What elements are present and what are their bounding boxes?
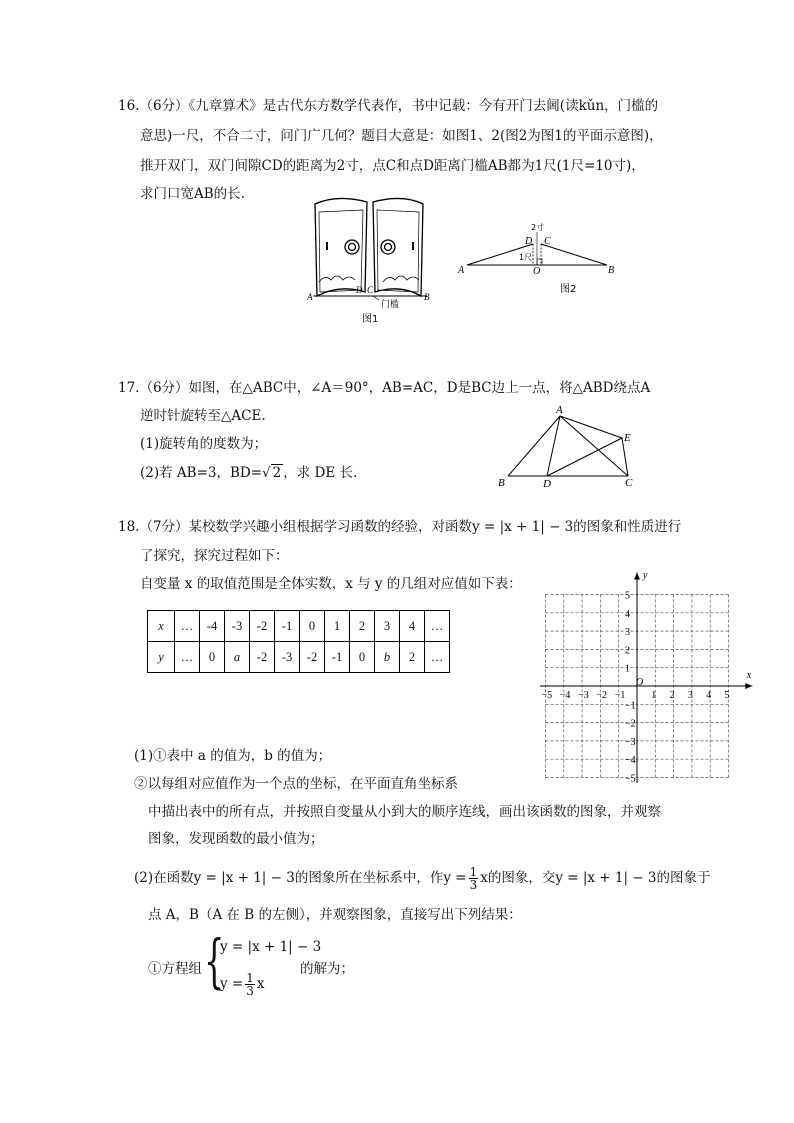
table-cell: 4 bbox=[400, 611, 425, 642]
table-cell: -3 bbox=[225, 611, 250, 642]
table-header-cell: x bbox=[148, 611, 175, 642]
q18-p1-3: 中描出表中的所有点，并按照自变量从小到大的顺序连线，画出该函数的图象，并观察 bbox=[148, 804, 661, 820]
y-axis-label: y bbox=[643, 570, 648, 582]
left-door bbox=[315, 198, 367, 296]
fig2-caption: 图2 bbox=[560, 284, 577, 295]
y-tick-label: −1 bbox=[625, 700, 636, 712]
q17-radicand: 2 bbox=[272, 465, 282, 481]
brace: { bbox=[204, 927, 225, 995]
q17-line4-post: ，求 DE 长. bbox=[283, 465, 358, 481]
q18-p2-line1 bbox=[134, 866, 711, 891]
table-cell: 0 bbox=[200, 642, 225, 673]
y-tick-label: −4 bbox=[625, 755, 636, 767]
table-row bbox=[148, 642, 450, 673]
q18-line3: 自变量 x 的取值范围是全体实数，x 与 y 的几组对应值如下表： bbox=[140, 576, 522, 592]
fraction-denominator: 3 bbox=[246, 984, 254, 998]
y-tick-label: 1 bbox=[625, 663, 630, 675]
q18-p1-2: ②以每组对应值作为一个点的坐标，在平面直角坐标系 bbox=[134, 776, 458, 792]
fig2-label-o: O bbox=[533, 266, 541, 277]
q18-value-table bbox=[147, 610, 450, 673]
q18-p2-line2: 点 A，B（A 在 B 的左侧），并观察图象，直接写出下列结果： bbox=[148, 907, 522, 923]
q16-figure1 bbox=[305, 192, 435, 324]
origin-label: O bbox=[636, 677, 644, 688]
fig1-label-c: C bbox=[367, 285, 374, 295]
q18-p2-pre: (2)在函数y = |x + 1| − 3的图象所在坐标系中，作y = bbox=[134, 870, 467, 886]
q17-line4 bbox=[140, 464, 357, 482]
q18-line2: 了探究，探究过程如下： bbox=[140, 548, 289, 564]
table-cell: 0 bbox=[300, 611, 325, 642]
fig1-caption: 图1 bbox=[362, 314, 379, 324]
q16-figure2 bbox=[455, 218, 625, 298]
fig2-label-c: C bbox=[544, 236, 551, 247]
table-cell: 0 bbox=[350, 642, 375, 673]
table-row bbox=[148, 611, 450, 642]
table-cell: -2 bbox=[300, 642, 325, 673]
right-door bbox=[373, 198, 423, 296]
q17-label-c: C bbox=[625, 477, 633, 489]
x-axis-label: x bbox=[746, 670, 752, 681]
fig2-label-1chi: 1尺 bbox=[519, 253, 533, 262]
fig2-label-a: A bbox=[458, 265, 465, 276]
q18-p2-mid: x的图象，交y = |x + 1| − 3的图象于 bbox=[480, 870, 711, 886]
table-cell: -3 bbox=[275, 642, 300, 673]
table-cell: … bbox=[175, 642, 200, 673]
fig1-label-b: B bbox=[424, 292, 430, 302]
table-cell: -2 bbox=[250, 611, 275, 642]
y-tick-label: 5 bbox=[625, 590, 630, 602]
fig2-label-2cun: 2寸 bbox=[531, 223, 545, 232]
q17-label-d: D bbox=[543, 478, 551, 490]
q16-line3: 推开双门，双门间隙CD的距离为2寸，点C和点D距离门槛AB都为1尺(1尺=10寸)， bbox=[140, 158, 645, 174]
x-tick-label: −1 bbox=[614, 690, 626, 701]
x-tick-label: 2 bbox=[669, 690, 675, 701]
x-tick-label: −2 bbox=[596, 690, 608, 701]
table-cell: 2 bbox=[350, 611, 375, 642]
table-cell: … bbox=[425, 642, 450, 673]
q17-figure bbox=[495, 402, 645, 492]
q17-label-a: A bbox=[556, 404, 563, 416]
y-tick-label: 2 bbox=[625, 645, 630, 657]
table-header-cell: y bbox=[148, 642, 175, 673]
table-cell: 1 bbox=[325, 611, 350, 642]
table-cell: -1 bbox=[275, 611, 300, 642]
x-axis-arrow bbox=[745, 683, 752, 689]
q18-sys-eq2-post: x bbox=[256, 976, 265, 992]
x-tick-label: −5 bbox=[541, 690, 553, 701]
table-cell: … bbox=[175, 611, 200, 642]
table-cell: b bbox=[375, 642, 400, 673]
fraction-numerator: 1 bbox=[246, 971, 254, 985]
table-cell: 3 bbox=[375, 611, 400, 642]
q17-label-e: E bbox=[624, 432, 631, 444]
q17-line4-pre: (2)若 AB=3，BD= bbox=[140, 465, 263, 481]
table-cell: -2 bbox=[250, 642, 275, 673]
q18-sys-suffix: 的解为； bbox=[300, 961, 354, 977]
y-tick-label: 3 bbox=[625, 627, 630, 639]
q17-line1: 17.（6分）如图，在△ABC中，∠A＝90°，AB=AC，D是BC边上一点，将△ABD绕点A bbox=[118, 380, 651, 396]
table-cell: a bbox=[225, 642, 250, 673]
table-cell: 2 bbox=[400, 642, 425, 673]
q18-line1: 18.（7分）某校数学兴趣小组根据学习函数的经验，对函数y = |x + 1| − 3的图象和性质进行 bbox=[118, 519, 682, 535]
q17-line2: 逆时针旋转至△ACE. bbox=[140, 408, 266, 424]
x-tick-label: 4 bbox=[706, 690, 712, 701]
q18-sys-eq2 bbox=[220, 972, 265, 997]
x-tick-label: 5 bbox=[724, 690, 730, 701]
fig2-label-d: D bbox=[525, 236, 533, 247]
q16-line1: 16.（6分）《九章算术》是古代东方数学代表作，书中记载：今有开门去阃(读kǔn，门槛的 bbox=[118, 98, 659, 114]
fraction-numerator: 1 bbox=[469, 865, 478, 879]
q17-label-b: B bbox=[498, 477, 505, 489]
fraction-denominator: 3 bbox=[469, 878, 478, 892]
y-tick-label: −5 bbox=[625, 773, 636, 783]
x-tick-label: 3 bbox=[687, 690, 693, 701]
q18-sys-label: ①方程组 bbox=[148, 961, 202, 977]
q18-p1-4: 图象，发现函数的最小值为； bbox=[148, 831, 324, 847]
q16-line4: 求门口宽AB的长. bbox=[140, 186, 245, 202]
table-cell: -1 bbox=[325, 642, 350, 673]
table-cell: … bbox=[425, 611, 450, 642]
q16-line2: 意思)一尺，不合二寸，问门广几何？题目大意是：如图1、2(图2为图1的平面示意图)， bbox=[140, 128, 663, 144]
fraction bbox=[469, 866, 479, 891]
x-tick-label: 1 bbox=[651, 690, 657, 701]
table-cell: -4 bbox=[200, 611, 225, 642]
x-tick-label: −4 bbox=[559, 690, 571, 701]
fig1-label-sill: 门槛 bbox=[381, 300, 400, 310]
y-tick-label: −3 bbox=[625, 736, 636, 748]
q18-coordinate-grid bbox=[540, 568, 765, 783]
fig2-label-b: B bbox=[608, 265, 615, 276]
q18-sys-eq1: y = |x + 1| − 3 bbox=[220, 939, 322, 955]
y-tick-label: −2 bbox=[625, 718, 636, 730]
y-axis-arrow bbox=[634, 573, 640, 580]
fraction bbox=[245, 972, 255, 997]
fig1-label-a: A bbox=[307, 292, 313, 302]
q17-line3: (1)旋转角的度数为； bbox=[140, 436, 268, 452]
x-tick-label: −3 bbox=[578, 690, 589, 701]
sqrt-sign: √ bbox=[262, 465, 271, 481]
y-tick-label: 4 bbox=[625, 608, 630, 620]
fig1-label-d: D bbox=[356, 285, 363, 295]
q18-p1-1: (1)①表中 a 的值为，b 的值为； bbox=[134, 748, 332, 764]
q18-sys-eq2-pre: y = bbox=[220, 976, 244, 992]
